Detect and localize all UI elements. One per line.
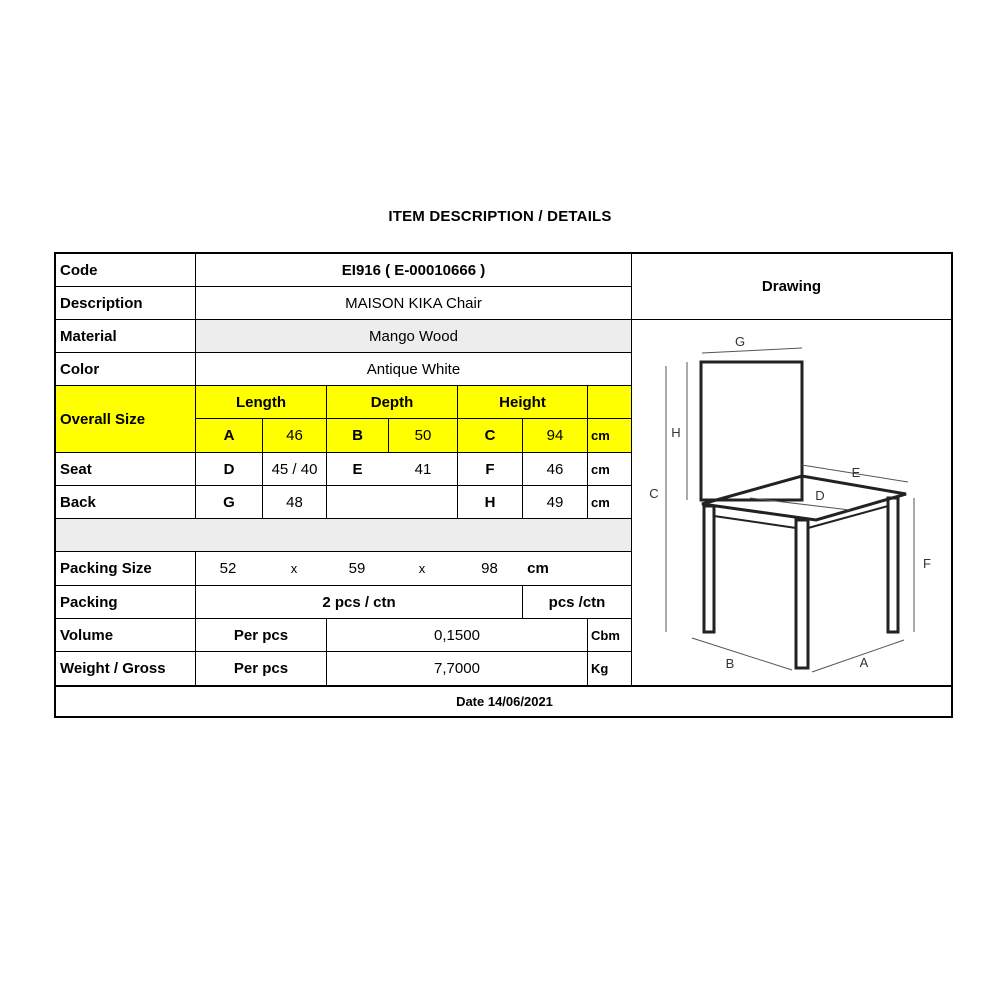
overall-c-code: C <box>484 427 496 444</box>
seat-d-code: D <box>223 460 235 478</box>
depth-header: Depth <box>370 393 414 411</box>
packing-size-height: 98 <box>481 560 498 577</box>
volume-per: Per pcs <box>233 626 289 644</box>
volume-label: Volume <box>60 626 114 644</box>
chair-leg-back-right <box>888 498 898 632</box>
chair-outline <box>701 362 906 668</box>
volume-unit: Cbm <box>591 627 620 643</box>
drawing-header: Drawing <box>761 278 822 295</box>
weight-per: Per pcs <box>233 660 289 677</box>
packing-size-sep-1: x <box>290 561 298 576</box>
height-header: Height <box>499 393 546 411</box>
back-h-value: 49 <box>546 493 564 511</box>
chair-leg-front-left <box>704 506 714 632</box>
dim-label-d: D <box>815 488 825 503</box>
length-header: Length <box>236 393 286 411</box>
packing-size-unit: cm <box>527 560 549 577</box>
dim-label-h: H <box>671 425 681 440</box>
seat-d-value: 45 / 40 <box>271 460 318 478</box>
color-value: Antique White <box>366 360 461 378</box>
chair-drawing <box>632 320 953 686</box>
packing-size-sep-2: x <box>418 561 426 576</box>
seat-f-value: 46 <box>546 460 564 478</box>
color-label: Color <box>60 360 100 378</box>
dim-label-b: B <box>725 656 735 671</box>
packing-size-depth: 59 <box>348 560 366 577</box>
back-g-value: 48 <box>286 493 303 511</box>
dim-label-a: A <box>859 655 869 670</box>
date-footer: Date 14/06/2021 <box>456 694 553 709</box>
material-label: Material <box>60 327 117 345</box>
spacer-row-bg <box>56 518 631 551</box>
weight-label: Weight / Gross <box>60 660 166 677</box>
back-g-code: G <box>223 493 235 511</box>
back-h-code: H <box>484 493 496 511</box>
code-label: Code <box>60 261 98 279</box>
overall-b-code: B <box>352 427 363 444</box>
description-value: MAISON KIKA Chair <box>345 294 482 312</box>
seat-e-code: E <box>352 460 363 478</box>
seat-f-code: F <box>485 460 495 478</box>
overall-size-label: Overall Size <box>60 410 146 428</box>
packing-unit: pcs /ctn <box>548 593 606 611</box>
material-value: Mango Wood <box>369 327 458 345</box>
dim-label-e: E <box>851 465 861 480</box>
volume-value: 0,1500 <box>434 626 480 644</box>
packing-size-label: Packing Size <box>60 560 152 577</box>
overall-length-value: 46 <box>286 427 303 444</box>
seat-unit: cm <box>591 461 610 477</box>
description-label: Description <box>60 294 143 312</box>
overall-height-value: 94 <box>546 427 564 444</box>
seat-e-value: 41 <box>414 460 432 478</box>
dim-label-g: G <box>734 334 746 349</box>
grid-line <box>56 518 631 519</box>
weight-value: 7,7000 <box>434 660 480 677</box>
document-title: ITEM DESCRIPTION / DETAILS <box>388 208 612 225</box>
overall-a-code: A <box>223 427 235 444</box>
back-label: Back <box>60 493 96 511</box>
seat-label: Seat <box>60 460 92 478</box>
chair-leg-front-right <box>796 520 808 668</box>
dim-label-c: C <box>649 486 659 501</box>
packing-size-length: 52 <box>219 560 237 577</box>
code-value: EI916 ( E-00010666 ) <box>341 261 486 279</box>
chair-seat <box>702 476 906 520</box>
dim-label-f: F <box>923 556 931 571</box>
back-unit: cm <box>591 494 610 510</box>
packing-value: 2 pcs / ctn <box>322 593 396 611</box>
weight-unit: Kg <box>591 661 609 676</box>
packing-label: Packing <box>60 593 118 611</box>
overall-depth-value: 50 <box>414 427 432 444</box>
overall-unit: cm <box>591 428 610 443</box>
